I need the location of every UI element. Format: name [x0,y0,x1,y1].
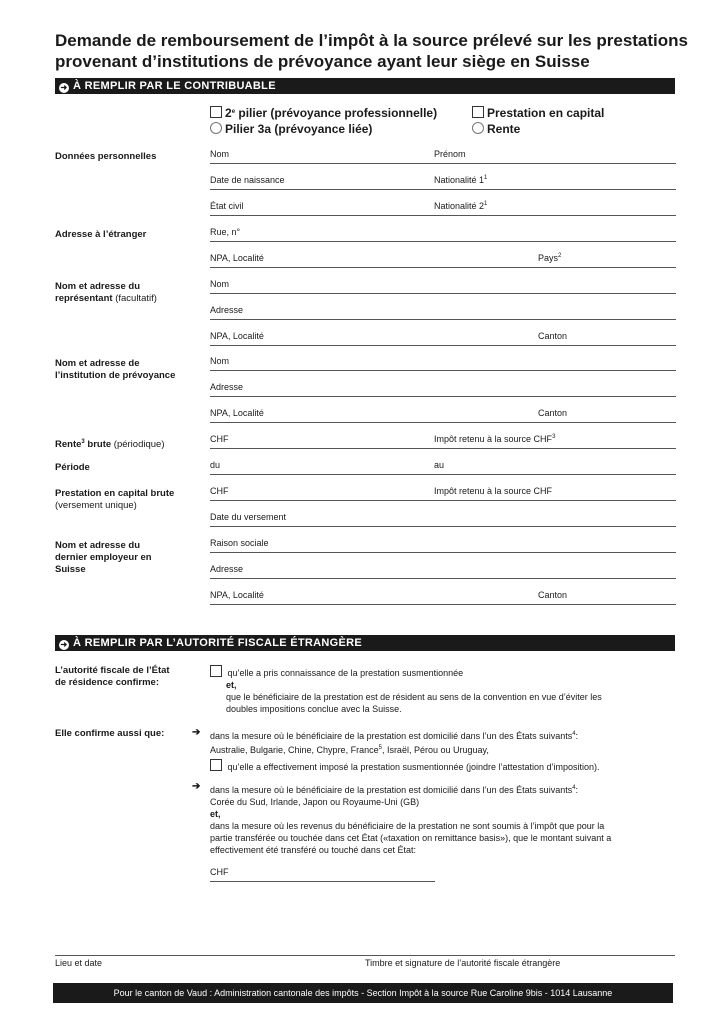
option-rente[interactable]: Rente [472,122,520,136]
page-title: Demande de remboursement de l’impôt à la source prélevé sur les prestations provenant d’institutions de prévoyance ayant leur siège en Suisse [55,31,688,71]
field-npa-pays[interactable]: NPA, Localité Pays$^2$ [210,253,676,268]
field-etatcivil-nationalite2[interactable]: État civil Nationalité $2^1$ [210,201,676,216]
field-capital-chf[interactable]: CHF Impôt retenu à la source CHF [210,486,676,501]
field-representant-npa[interactable]: NPA, Localité Canton [210,331,676,346]
label-timbre-signature: Timbre et signature de l’autorité fiscale étrangère [365,958,561,968]
field-employeur-adresse[interactable]: Adresse [210,564,676,579]
checkbox-imposition[interactable]: qu’elle a effectivement imposé la prestation susmentionnée (joindre l’attestation d’imposition). [210,759,676,773]
field-rue[interactable]: Rue, n° [210,227,676,242]
section-header-autorite: ➜ À REMPLIR PAR L’AUTORITÉ FISCALE ÉTRANGÈRE [55,635,675,651]
field-date-versement[interactable]: Date du versement [210,512,676,527]
label-institution: Nom et adresse de l’institution de prévoyance [55,358,176,381]
label-donnees: Données personnelles [55,151,157,162]
condition-block-2: dans la mesure où le bénéficiaire de la prestation est domicilié dans l’un des États suivants$^4$: Corée du Sud, Irlande, Japon ou Royaume-Uni (GB) et, dans la mesure où les revenus du bénéficiaire de la prestation ne sont soumis à l’impôt que pour la partie transférée ou touchée dans cet État («taxation on remittance basis»), que le montant suivant a effectivement été transféré ou touché dans cet État: [210,785,612,855]
label-confirme-aussi: Elle confirme aussi que: [55,728,165,739]
arrow-right-icon: ➔ [192,781,201,792]
radio-icon[interactable] [472,122,484,134]
arrow-right-icon: ➜ [60,83,68,92]
field-institution-nom[interactable]: Nom [210,356,676,371]
field-rente-chf[interactable]: CHF Impôt retenu à la source CHF$^3$ [210,434,676,449]
checkbox-icon[interactable] [210,665,222,677]
arrow-right-icon: ➔ [192,727,201,738]
label-representant: Nom et adresse du représentant (facultatif) [55,281,157,304]
field-raison-sociale[interactable]: Raison sociale [210,538,676,553]
footer-address: Pour le canton de Vaud : Administration cantonale des impôts - Section Impôt à la source Rue Caroline 9bis - 1014 Lausanne [53,983,673,1003]
confirmation-block-1: qu’elle a pris connaissance de la prestation susmentionnée et, que le bénéficiaire de la prestation est de résident au sens de la convention en vue d’éviter les doubles impositions conclue avec la Suisse. [210,665,676,715]
section-header-contribuable: ➜ À REMPLIR PAR LE CONTRIBUABLE [55,78,675,94]
label-employeur: Nom et adresse du dernier employeur en Suisse [55,540,152,575]
signature-line [55,955,675,956]
checkbox-icon[interactable] [472,106,484,118]
field-representant-adresse[interactable]: Adresse [210,305,676,320]
label-lieu-date: Lieu et date [55,958,103,968]
label-periode: Période [55,462,90,473]
field-institution-adresse[interactable]: Adresse [210,382,676,397]
field-institution-npa[interactable]: NPA, Localité Canton [210,408,676,423]
field-periode[interactable]: du au [210,460,676,475]
radio-icon[interactable] [210,122,222,134]
label-rente: Rente$^3$ brute (périodique) [55,439,165,450]
label-capital: Prestation en capital brute (versement unique) [55,488,175,511]
option-pilier3a[interactable]: Pilier 3a (prévoyance liée) [210,122,372,136]
label-adresse-etranger: Adresse à l’étranger [55,229,147,240]
field-montant-chf[interactable]: CHF [210,867,435,882]
condition-block-1: dans la mesure où le bénéficiaire de la prestation est domicilié dans l’un des États suivants$^4$: Australie, Bulgarie, Chine, Chypre, France$^5$, Israël, Pérou ou Uruguay, [210,731,579,755]
option-pilier2[interactable]: 2e pilier (prévoyance professionnelle) [210,106,437,120]
arrow-right-icon: ➜ [60,640,68,649]
field-representant-nom[interactable]: Nom [210,279,676,294]
field-employeur-npa[interactable]: NPA, Localité Canton [210,590,676,605]
checkbox-icon[interactable] [210,106,222,118]
label-confirme: L’autorité fiscale de l’État de résidence confirme: [55,665,170,688]
field-nom-prenom[interactable]: Nom Prénom [210,149,676,164]
option-capital[interactable]: Prestation en capital [472,106,604,120]
field-naissance-nationalite1[interactable]: Date de naissance Nationalité $1^1$ [210,175,676,190]
checkbox-icon[interactable] [210,759,222,771]
